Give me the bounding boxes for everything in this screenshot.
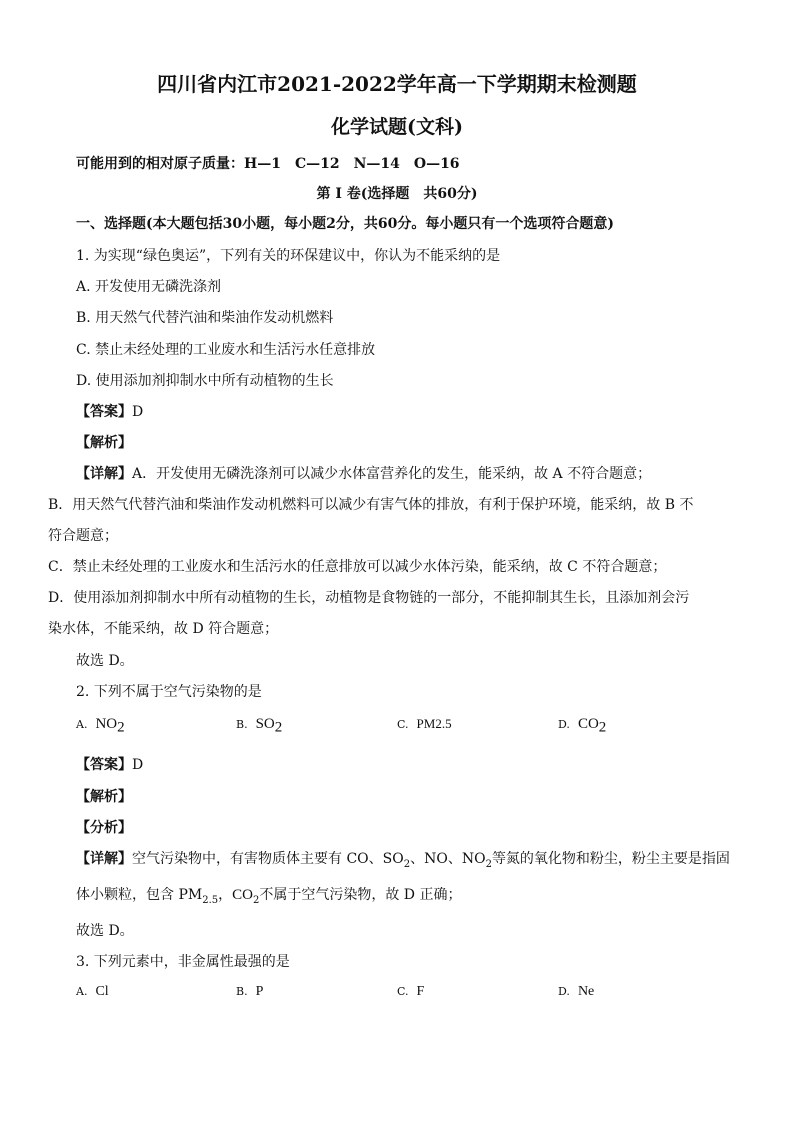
part-one-heading: 一、选择题(本大题包括30小题，每小题2分，共60分。每小题只有一个选项符合题意) — [76, 216, 614, 232]
option-label: A. — [76, 985, 88, 998]
answer-value: D — [132, 757, 144, 773]
q2-option-c — [397, 716, 452, 732]
q2-option-d — [558, 716, 606, 737]
option-formula: PM2.5 — [416, 716, 452, 731]
detail-text-b: ， — [218, 887, 233, 903]
option-label: B. — [236, 718, 248, 731]
q2-option-b — [236, 716, 282, 737]
option-label: A. — [76, 718, 88, 731]
option-value: F — [416, 984, 425, 999]
detail-text-c: 等氮的氧化物和粉尘，粉尘主要是指固 — [491, 851, 730, 867]
option-formula: SO — [255, 716, 275, 732]
q1-detail-d1: D．使用添加剂抑制水中所有动植物的生长，动植物是食物链的一部分，不能抑制其生长，且添加剂会污 — [48, 590, 690, 606]
q3-option-c — [397, 984, 424, 1000]
q1-analysis-tag: 【解析】 — [76, 435, 132, 451]
q2-choose: 故选 D。 — [76, 923, 134, 939]
q1-answer — [76, 401, 143, 421]
subscript: 2 — [403, 858, 411, 870]
option-subscript: 2 — [117, 719, 125, 736]
q1-detail-a — [76, 463, 651, 483]
q2-detail-1 — [76, 848, 730, 870]
q3-stem: 3. 下列元素中，非金属性最强的是 — [76, 954, 290, 970]
option-label: D. — [558, 718, 570, 731]
option-label: B. — [236, 985, 248, 998]
option-subscript: 2 — [598, 719, 607, 736]
q1-option-b: B. 用天然气代替汽油和柴油作发动机燃料 — [76, 310, 334, 326]
detail-text-a: 体小颗粒，包含 PM — [76, 887, 203, 903]
q2-detail-2 — [76, 884, 461, 906]
detail-text-a: 空气污染物中，有害物质体主要有 CO、SO — [132, 851, 404, 867]
q2-option-a — [76, 716, 125, 737]
q2-analyze-tag: 【分析】 — [76, 820, 132, 836]
detail-tag: 【详解】 — [76, 466, 132, 482]
q1-detail-c: C．禁止未经处理的工业废水和生活污水的任意排放可以减少水体污染，能采纳，故 C 不符合题意； — [48, 559, 667, 575]
subscript: 2 — [252, 894, 260, 906]
option-subscript: 2 — [274, 719, 283, 736]
option-value: Ne — [577, 984, 595, 999]
section-title: 第 I 卷(选择题 共60分) — [316, 186, 478, 202]
option-value: Cl — [95, 984, 109, 999]
exam-title: 四川省内江市2021-2022学年高一下学期期末检测题 — [157, 72, 637, 96]
option-label: D. — [558, 985, 570, 998]
q1-detail-d2: 染水体，不能采纳，故 D 符合题意； — [48, 621, 279, 637]
q1-option-a: A. 开发使用无磷洗涤剂 — [76, 279, 222, 295]
option-label: C. — [397, 718, 409, 731]
option-label: C. — [397, 985, 409, 998]
option-value: P — [255, 984, 264, 999]
detail-tag: 【详解】 — [76, 851, 132, 867]
detail-text-b: 、NO、NO — [410, 851, 486, 867]
answer-tag: 【答案】 — [76, 404, 132, 420]
answer-value: D — [132, 404, 144, 420]
option-formula: CO — [577, 716, 599, 732]
option-formula: NO — [95, 716, 118, 732]
q3-option-b — [236, 984, 263, 1000]
q2-answer — [76, 754, 143, 774]
q3-option-d — [558, 984, 594, 1000]
subscript: 2 — [485, 858, 492, 870]
q1-option-c: C. 禁止未经处理的工业废水和生活污水任意排放 — [76, 342, 376, 358]
q1-choose: 故选 D。 — [76, 653, 134, 669]
q1-detail-b1: B．用天然气代替汽油和柴油作发动机燃料可以减少有害气体的排放，有利于保护环境，能采纳，故 B 不 — [48, 497, 694, 513]
exam-subtitle: 化学试题(文科) — [331, 116, 463, 138]
answer-tag: 【答案】 — [76, 757, 132, 773]
atomic-masses: 可能用到的相对原子质量：H—1 C—12 N—14 O—16 — [76, 156, 460, 172]
q1-option-d: D. 使用添加剂抑制水中所有动植物的生长 — [76, 373, 334, 389]
detail-text-d: 不属于空气污染物，故 D 正确； — [259, 887, 462, 903]
q3-option-a — [76, 984, 109, 1000]
detail-formula: CO — [232, 887, 253, 903]
subscript: 2.5 — [202, 894, 219, 906]
q1-detail-b2: 符合题意； — [48, 528, 118, 544]
q2-analysis-tag: 【解析】 — [76, 789, 132, 805]
q1-stem: 1. 为实现“绿色奥运”，下列有关的环保建议中，你认为不能采纳的是 — [76, 248, 501, 264]
detail-text: A．开发使用无磷洗涤剂可以减少水体富营养化的发生，能采纳，故 A 不符合题意； — [132, 466, 652, 482]
q2-stem: 2. 下列不属于空气污染物的是 — [76, 684, 262, 700]
